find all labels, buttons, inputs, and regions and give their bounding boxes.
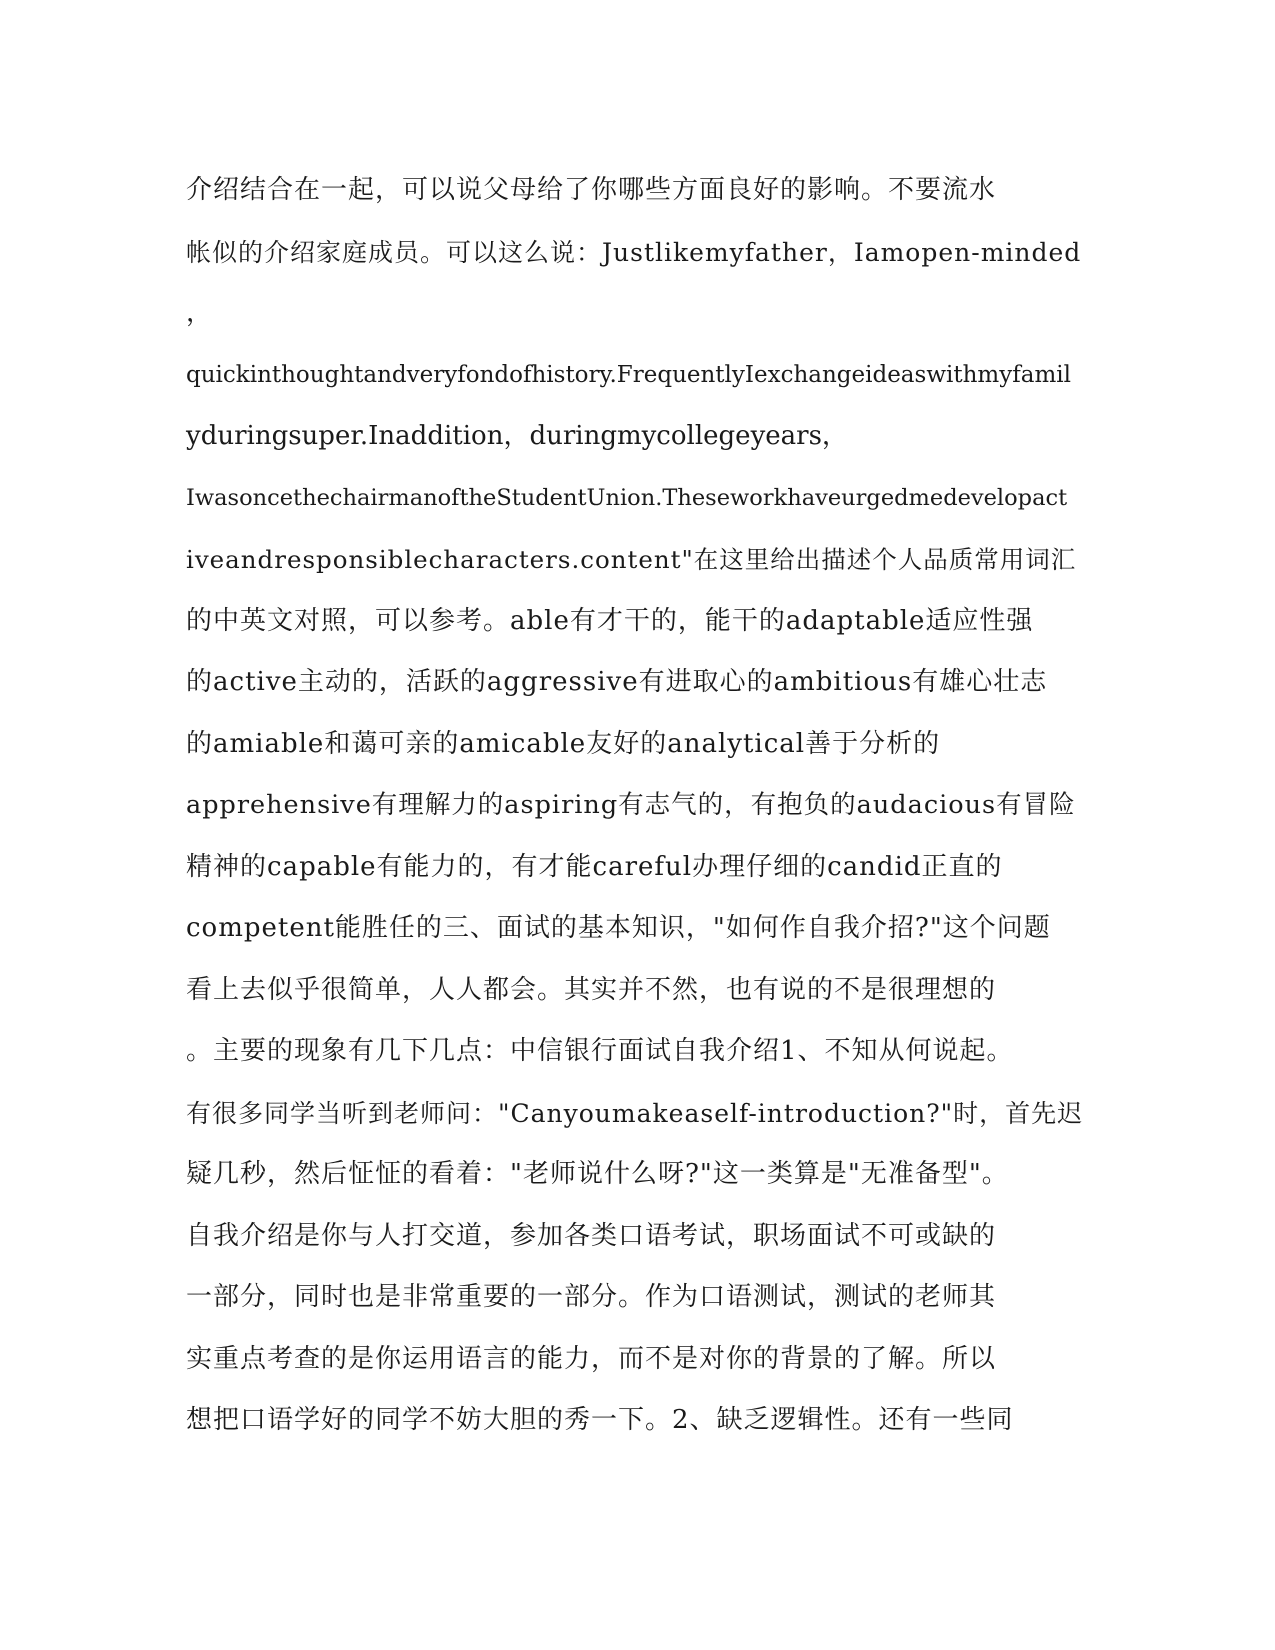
text-line-20: 实重点考查的是你运用语言的能力，而不是对你的背景的了解。所以 [186, 1343, 997, 1374]
text-line-13: competent能胜任的三、面试的基本知识，"如何作自我介招?"这个问题 [186, 913, 1051, 943]
text-line-5: yduringsuper.Inaddition，duringmycollegeyears， [186, 421, 848, 451]
text-line-3: ， [186, 298, 214, 328]
text-line-8: 的中英文对照，可以参考。able有才干的，能干的adaptable适应性强 [186, 605, 1034, 636]
text-line-19: 一部分，同时也是非常重要的一部分。作为口语测试，测试的老师其 [186, 1282, 997, 1312]
text-line-4: quickinthoughtandveryfondofhistory.FrequentlyIexchangeideaswithmyfamil [186, 361, 1071, 388]
text-line-16: 有很多同学当听到老师问："Canyoumakeaself-introduction?"时，首先迟 [186, 1098, 1084, 1128]
text-line-15: 。主要的现象有几下几点：中信银行面试自我介绍1、不知从何说起。 [186, 1036, 1014, 1066]
text-line-11: apprehensive有理解力的aspiring有志气的，有抱负的audacious有冒险 [186, 790, 1076, 820]
text-line-9: 的active主动的，活跃的aggressive有进取心的ambitious有雄心壮志 [186, 667, 1048, 697]
text-line-2: 帐似的介绍家庭成员。可以这么说：Justlikemyfather，Iamopen-minded [186, 237, 1082, 267]
text-line-14: 看上去似乎很简单，人人都会。其实并不然，也有说的不是很理想的 [186, 974, 997, 1005]
text-line-1: 介绍结合在一起，可以说父母给了你哪些方面良好的影响。不要流水 [186, 175, 997, 205]
document-body [186, 160, 1086, 1452]
text-line-18: 自我介绍是你与人打交道，参加各类口语考试，职场面试不可或缺的 [186, 1220, 997, 1251]
text-line-21: 想把口语学好的同学不妨大胆的秀一下。2、缺乏逻辑性。还有一些同 [186, 1405, 1014, 1435]
text-line-7: iveandresponsiblecharacters.content"在这里给出描述个人品质常用词汇 [186, 545, 1077, 574]
text-line-17: 疑几秒，然后怔怔的看着："老师说什么呀?"这一类算是"无准备型"。 [186, 1159, 1009, 1189]
text-line-10: 的amiable和蔼可亲的amicable友好的analytical善于分析的 [186, 728, 941, 759]
text-line-12: 精神的capable有能力的，有才能careful办理仔细的candid正直的 [186, 851, 1003, 882]
text-line-6: IwasoncethechairmanoftheStudentUnion.Theseworkhaveurgedmedevelopact [186, 484, 1068, 511]
